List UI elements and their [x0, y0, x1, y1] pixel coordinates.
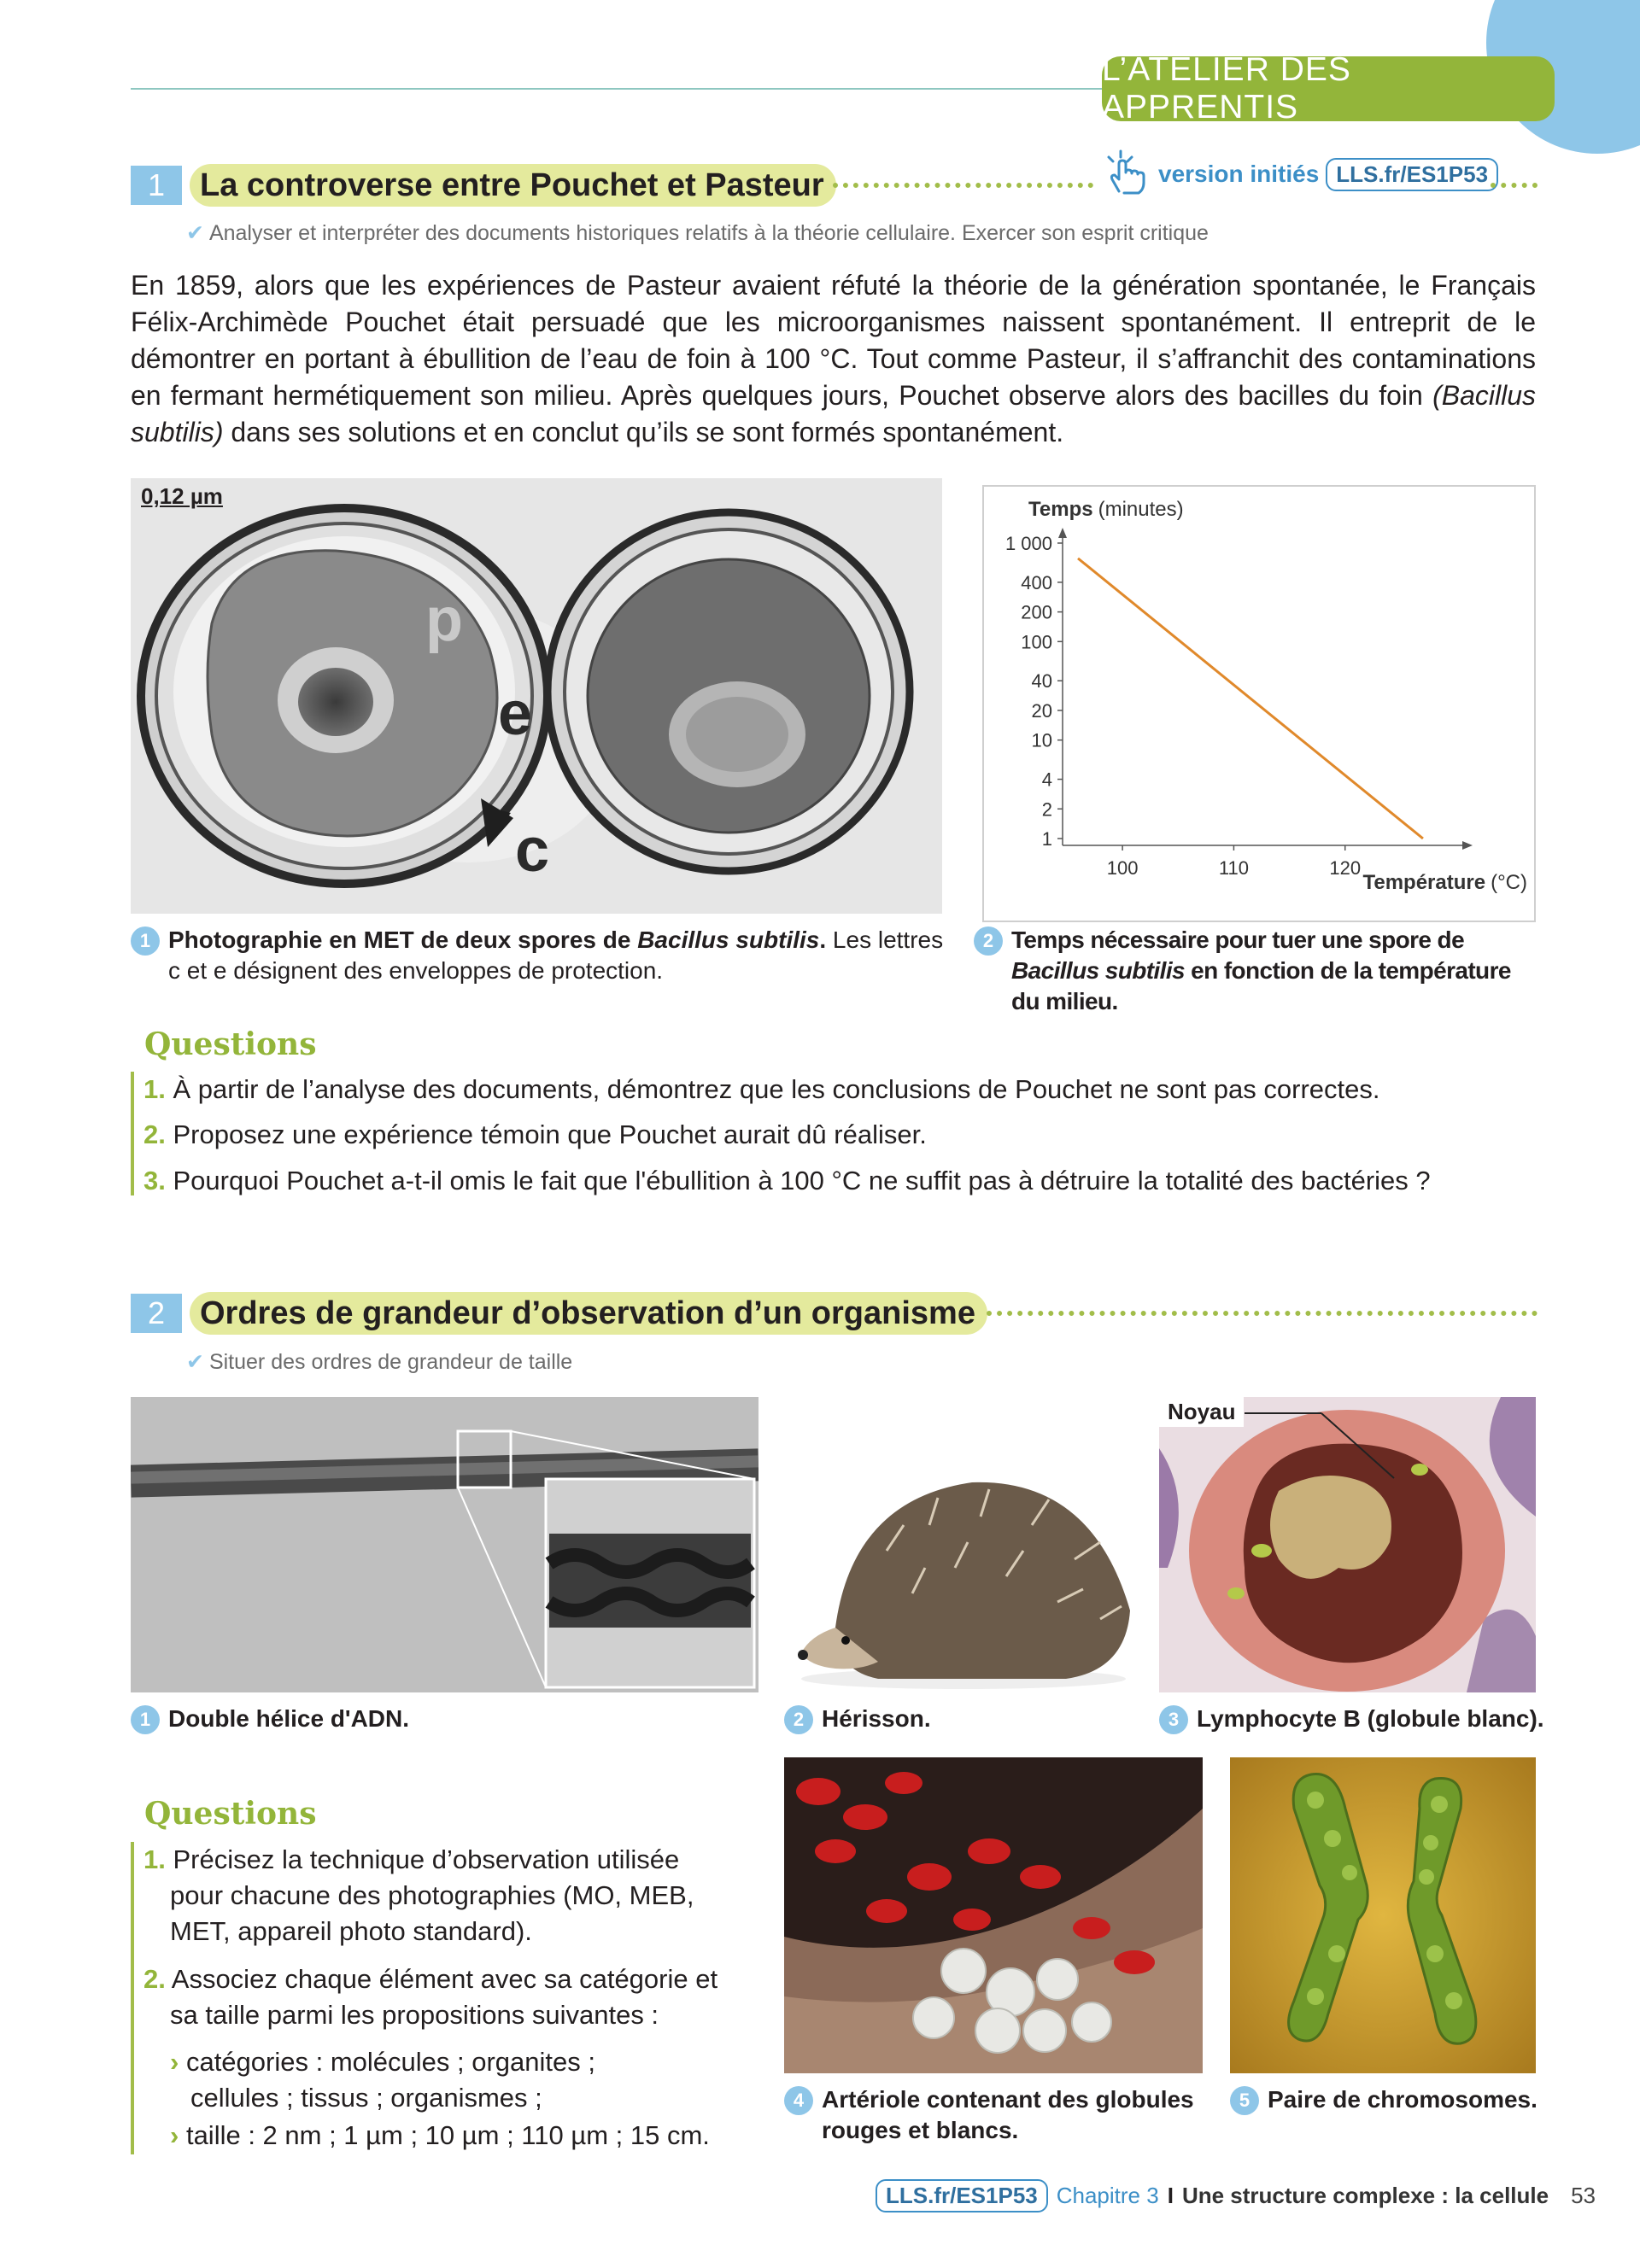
lymphocyte-photo: [1159, 1397, 1536, 1692]
label-c: c: [515, 816, 550, 885]
s2-doc1-number: 1: [131, 1705, 160, 1734]
y-tick-label: 1: [1041, 828, 1052, 850]
y-tick-label: 4: [1041, 769, 1052, 791]
doc1-caption: Photographie en MET de deux spores de Bacillus subtilis. Les lettres c et e désignent des enveloppes de protection.: [168, 926, 944, 984]
y-tick-label: 200: [1021, 601, 1052, 623]
s2-doc2-caption: Hérisson.: [822, 1705, 931, 1732]
question-1-1: 1. À partir de l’analyse des documents, démontrez que les conclusions de Pouchet ne sont pas correctes.: [144, 1074, 1380, 1104]
y-tick-label: 10: [1031, 729, 1052, 751]
section-1-dots: [833, 183, 1093, 188]
y-tick-label: 2: [1041, 798, 1052, 821]
intro-paragraph: En 1859, alors que les expériences de Pasteur avaient réfuté la théorie de la génération spontanée, le Français Félix-Archimède Pouchet était persuadé que les microorganismes naissent spontanément. Il entreprit de le démontrer en portant à ébullition de l’eau de foin à 100 °C. Tout comme Pasteur, il s’affranchit des contaminations en fermant hermétiquement son milieu. Après quelques jours, Pouchet observe alors des bacilles du foin (Bacillus subtilis) dans ses solutions et en conclut qu’ils se sont formés spontanément.: [131, 270, 1536, 447]
spores-illustration: [131, 478, 942, 914]
header-rule: [131, 88, 1113, 90]
spores-met-photo: [131, 478, 942, 914]
chart-svg: [984, 487, 1534, 921]
dna-photo: [131, 1397, 758, 1692]
x-axis-label: Température (°C): [1362, 871, 1527, 894]
section-2-objective: ✔ Situer des ordres de grandeur de taille: [186, 1350, 573, 1374]
section-1-dots-end: [1491, 183, 1538, 188]
doc1-number: 1: [131, 926, 160, 956]
series-line: [1078, 558, 1423, 839]
arteriole-photo: [784, 1757, 1203, 2073]
y-axis-label: Temps (minutes): [1028, 498, 1184, 521]
question-2-2: 2. Associez chaque élément avec sa catégorie et sa taille parmi les propositions suivantes :: [144, 1964, 718, 2030]
section-2-title: Ordres de grandeur d’observation d’un organisme: [190, 1292, 987, 1335]
questions-2-bar: [131, 1842, 134, 2154]
check-icon: ✔: [186, 1350, 204, 1374]
s2-doc5-number: 5: [1230, 2086, 1259, 2115]
atelier-badge: L’ATELIER DES APPRENTIS: [1102, 56, 1555, 121]
touch-hand-icon: [1100, 147, 1151, 202]
section-1-title: La controverse entre Pouchet et Pasteur: [190, 164, 836, 207]
x-tick-label: 120: [1329, 857, 1362, 879]
lymphocyte-illustration: [1159, 1397, 1536, 1692]
page-footer: [876, 2178, 1596, 2212]
page-number: 53: [1571, 2182, 1596, 2208]
s2-doc3-caption: Lymphocyte B (globule blanc).: [1197, 1705, 1544, 1732]
questions-1-heading: Questions: [144, 1026, 317, 1062]
noyau-label: Noyau: [1159, 1397, 1244, 1427]
x-axis-arrow: [1462, 841, 1473, 850]
question-1-3: 3. Pourquoi Pouchet a-t-il omis le fait que l'ébullition à 100 °C ne suffit pas à détruire la totalité des bactéries ?: [144, 1166, 1431, 1195]
questions-1-bar: [131, 1072, 134, 1195]
check-icon: ✔: [186, 221, 204, 245]
arteriole-illustration: [784, 1757, 1203, 2073]
s2-doc1-caption: Double hélice d'ADN.: [168, 1705, 410, 1732]
scale-bar-label: 0,12 µm: [141, 483, 223, 509]
footer-separator: I: [1167, 2182, 1174, 2208]
x-tick-label: 110: [1218, 857, 1249, 879]
section-1-objective: ✔ Analyser et interpréter des documents historiques relatifs à la théorie cellulaire. Exercer son esprit critique: [186, 221, 1209, 245]
label-p: p: [425, 586, 463, 654]
y-tick-label: 400: [1021, 571, 1052, 593]
dna-illustration: [131, 1397, 758, 1692]
hedgehog-photo: [784, 1397, 1133, 1692]
s2-doc4-number: 4: [784, 2086, 813, 2115]
footer-chapter: Chapitre 3: [1056, 2182, 1159, 2208]
y-tick-label: 40: [1031, 670, 1052, 693]
version-link[interactable]: LLS.fr/ES1P53: [1326, 158, 1498, 191]
label-e: e: [498, 680, 533, 748]
footer-chapter-title: Une structure complexe : la cellule: [1181, 2182, 1549, 2208]
s2-doc4-caption: Artériole contenant des globules rouges et blancs.: [822, 2086, 1194, 2143]
section-1-number: 1: [131, 166, 182, 205]
question-2-1: 1. Précisez la technique d’observation utilisée pour chacune des photographies (MO, MEB, MET, appareil photo standard).: [144, 1844, 694, 1946]
question-1-2: 2. Proposez une expérience témoin que Pouchet aurait dû réaliser.: [144, 1119, 927, 1149]
question-2-bullet-1: › catégories : molécules ; organites ; cellules ; tissus ; organismes ;: [170, 2047, 595, 2113]
y-tick-label: 1 000: [1004, 533, 1052, 554]
hedgehog-illustration: [784, 1397, 1133, 1692]
doc2-number: 2: [974, 926, 1003, 956]
questions-2-heading: Questions: [144, 1796, 317, 1832]
version-initiés[interactable]: [1100, 150, 1498, 198]
footer-link[interactable]: LLS.fr/ES1P53: [876, 2179, 1048, 2212]
y-tick-label: 20: [1031, 699, 1052, 722]
section-2-number: 2: [131, 1294, 182, 1333]
s2-doc2-number: 2: [784, 1705, 813, 1734]
doc2-caption: Temps nécessaire pour tuer une spore de Bacillus subtilis en fonction de la température du milieu.: [1011, 926, 1511, 1014]
s2-doc5-caption: Paire de chromosomes.: [1268, 2086, 1538, 2113]
version-label: version initiés: [1158, 161, 1320, 187]
question-2-bullet-2: › taille : 2 nm ; 1 µm ; 10 µm ; 110 µm ; 15 cm.: [170, 2120, 710, 2150]
y-axis-arrow: [1058, 528, 1067, 538]
s2-doc3-number: 3: [1159, 1705, 1188, 1734]
y-tick-label: 100: [1021, 631, 1052, 653]
x-tick-label: 100: [1106, 857, 1139, 879]
section-2-dots: [987, 1311, 1538, 1316]
temperature-graph: [982, 485, 1536, 922]
chromosomes-photo: [1230, 1757, 1536, 2073]
chromosomes-illustration: [1230, 1757, 1536, 2073]
